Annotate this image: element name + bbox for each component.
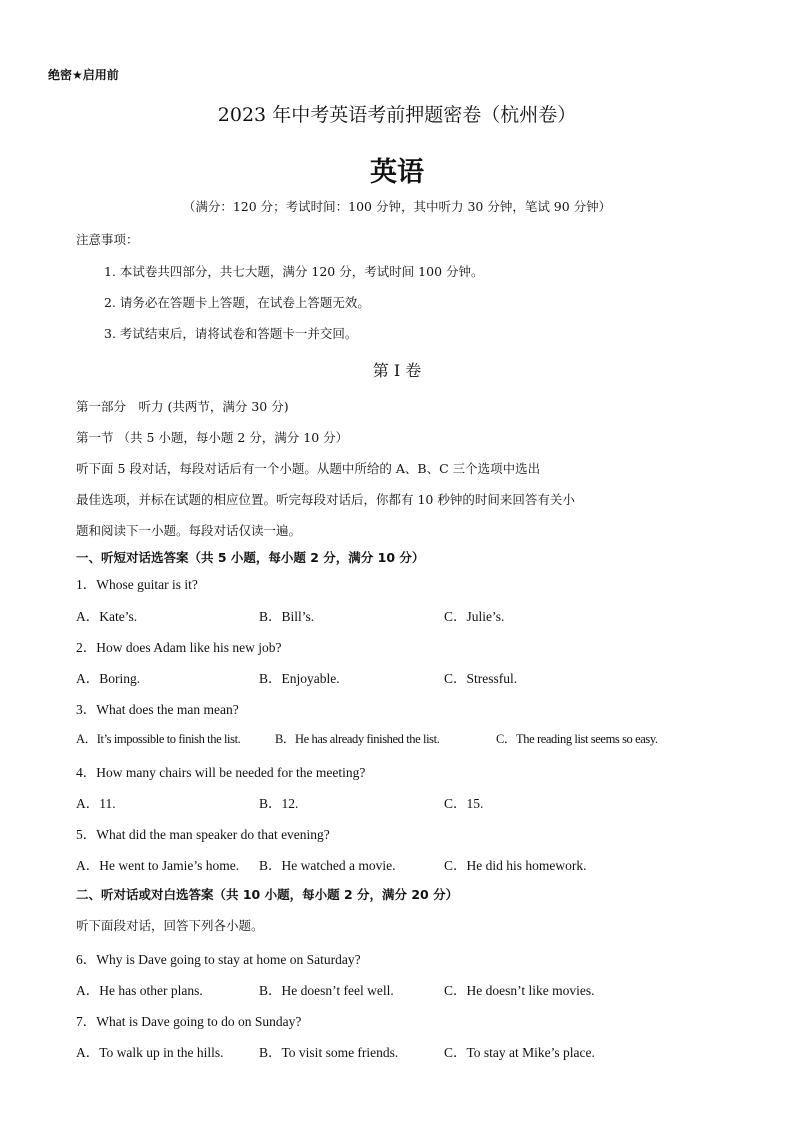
notice-heading: 注意事项： <box>76 232 139 247</box>
question-4: 4．How many chairs will be needed for the meeting? <box>76 765 366 780</box>
volume-label: 第 I 卷 <box>372 361 422 380</box>
section1-heading: 第一节 （共 5 小题，每小题 2 分，满分 10 分） <box>76 430 349 445</box>
sectionB-heading: 二、听对话或对白选答案（共 10 小题，每小题 2 分，满分 20 分） <box>76 887 459 902</box>
option-a: A．It’s impossible to finish the list. <box>76 732 241 746</box>
score-info: （满分：120 分；考试时间：100 分钟，其中听力 30 分钟，笔试 90 分钟） <box>182 199 612 214</box>
option-a: A．11. <box>76 796 116 811</box>
sectionA-heading: 一、听短对话选答案（共 5 小题，每小题 2 分，满分 10 分） <box>76 550 425 565</box>
exam-title: 2023 年中考英语考前押题密卷（杭州卷） <box>217 104 577 126</box>
option-a: A．Kate’s. <box>76 609 138 624</box>
instruction-line: 题和阅读下一小题。每段对话仅读一遍。 <box>76 523 302 538</box>
question-1: 1．Whose guitar is it? <box>76 577 198 592</box>
notice-item: 1. 本试卷共四部分，共七大题，满分 120 分，考试时间 100 分钟。 <box>104 264 484 279</box>
question-7: 7．What is Dave going to do on Sunday? <box>76 1014 302 1029</box>
sectionB-intro: 听下面段对话，回答下列各小题。 <box>76 918 264 933</box>
option-c: C．To stay at Mike’s place. <box>444 1045 595 1060</box>
subject-title: 英语 <box>370 157 424 188</box>
instruction-line: 听下面 5 段对话，每段对话后有一个小题。从题中所给的 A、B、C 三个选项中选出 <box>76 461 541 476</box>
option-c: C．He doesn’t like movies. <box>444 983 595 998</box>
question-3: 3．What does the man mean? <box>76 702 239 717</box>
option-b: B．To visit some friends. <box>259 1045 399 1060</box>
option-b: B．Enjoyable. <box>259 671 340 686</box>
notice-item: 2. 请务必在答题卡上答题，在试卷上答题无效。 <box>104 295 370 310</box>
option-b: B．12. <box>259 796 299 811</box>
option-a: A．He went to Jamie’s home. <box>76 858 240 873</box>
question-6: 6．Why is Dave going to stay at home on Saturday? <box>76 952 361 967</box>
part1-heading: 第一部分 听力 (共两节，满分 30 分) <box>76 399 289 414</box>
option-c: C．15. <box>444 796 484 811</box>
option-b: B．He doesn’t feel well. <box>259 983 394 998</box>
option-b: B．He watched a movie. <box>259 858 396 873</box>
option-c: C．Stressful. <box>444 671 518 686</box>
instruction-line: 最佳选项，并标在试题的相应位置。听完每段对话后，你都有 10 秒钟的时间来回答有关小 <box>76 492 575 507</box>
option-c: C．The reading list seems so easy. <box>496 732 658 746</box>
option-a: A．He has other plans. <box>76 983 203 998</box>
question-2: 2．How does Adam like his new job? <box>76 640 282 655</box>
option-a: A．Boring. <box>76 671 141 686</box>
option-c: C．He did his homework. <box>444 858 587 873</box>
option-b: B．Bill’s. <box>259 609 315 624</box>
notice-item: 3. 考试结束后，请将试卷和答题卡一并交回。 <box>104 326 358 341</box>
option-c: C．Julie’s. <box>444 609 505 624</box>
question-5: 5．What did the man speaker do that evening? <box>76 827 330 842</box>
option-a: A．To walk up in the hills. <box>76 1045 224 1060</box>
option-b: B．He has already finished the list. <box>275 732 440 746</box>
secret-label: 绝密★启用前 <box>48 68 119 82</box>
